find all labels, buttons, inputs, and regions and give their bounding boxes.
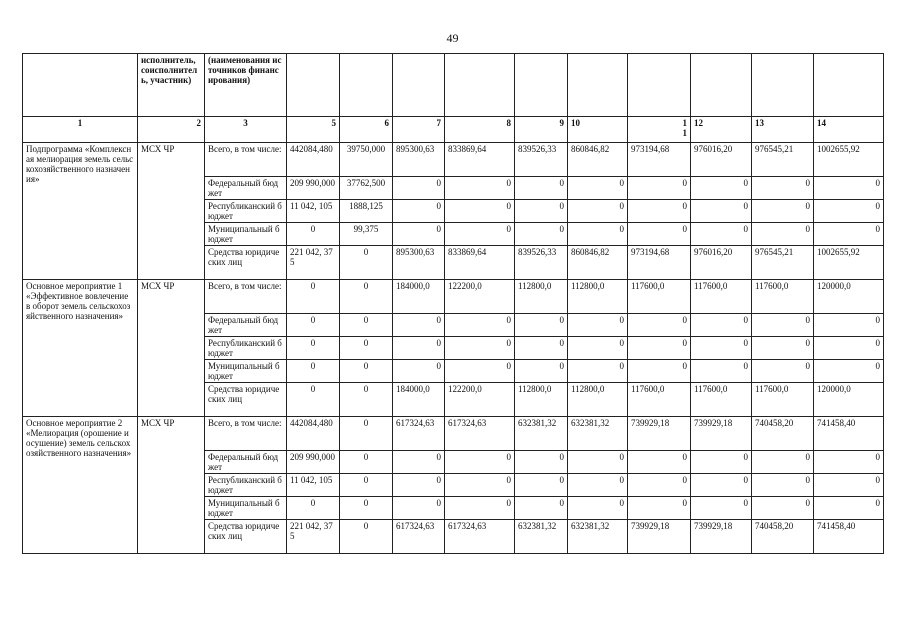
value-cell: 0 (628, 200, 691, 223)
value-cell: 0 (515, 451, 568, 474)
value-cell: 0 (691, 223, 752, 246)
value-cell: 0 (628, 337, 691, 360)
value-cell: 0 (568, 223, 628, 246)
executor: МСХ ЧР (138, 143, 205, 280)
value-cell: 0 (287, 314, 340, 337)
value-cell: 122200,0 (445, 280, 515, 314)
value-cell: 860846,82 (568, 143, 628, 177)
value-cell: 839526,33 (515, 143, 568, 177)
value-cell: 0 (568, 474, 628, 497)
value-cell: 0 (691, 497, 752, 520)
value-cell: 0 (340, 497, 393, 520)
page-number: 49 (446, 31, 459, 45)
header-cell (445, 54, 515, 117)
value-cell: 0 (445, 451, 515, 474)
value-cell: 0 (691, 360, 752, 383)
value-cell: 0 (340, 280, 393, 314)
value-cell: 0 (568, 177, 628, 200)
column-number-row (23, 117, 884, 143)
value-cell: 0 (287, 280, 340, 314)
value-cell: 221 042, 375 (287, 520, 340, 554)
value-cell: 209 990,000 (287, 177, 340, 200)
header-cell (393, 54, 445, 117)
funding-source: Федеральный бюджет (205, 314, 287, 337)
program-name: Подпрограмма «Комплексная мелиорация земель сельскохозяйственного назначения» (23, 143, 138, 280)
value-cell: 632381,32 (568, 417, 628, 451)
column-number: 7 (393, 117, 445, 143)
value-cell: 0 (515, 360, 568, 383)
value-cell: 0 (340, 314, 393, 337)
value-cell: 0 (814, 497, 884, 520)
column-number: 13 (752, 117, 814, 143)
value-cell: 0 (515, 223, 568, 246)
value-cell: 0 (515, 337, 568, 360)
value-cell: 0 (445, 337, 515, 360)
value-cell: 0 (752, 497, 814, 520)
column-number: 1 1 (628, 117, 691, 143)
value-cell: 860846,82 (568, 246, 628, 280)
value-cell: 0 (814, 314, 884, 337)
value-cell: 739929,18 (628, 520, 691, 554)
value-cell: 0 (691, 200, 752, 223)
value-cell: 117600,0 (628, 280, 691, 314)
funding-source: Всего, в том числе: (205, 280, 287, 314)
value-cell: 0 (340, 360, 393, 383)
value-cell: 0 (393, 314, 445, 337)
value-cell: 0 (628, 177, 691, 200)
funding-source: Средства юридических лиц (205, 520, 287, 554)
value-cell: 0 (568, 337, 628, 360)
funding-source: Всего, в том числе: (205, 143, 287, 177)
value-cell: 0 (752, 314, 814, 337)
value-cell: 0 (445, 177, 515, 200)
value-cell: 0 (752, 223, 814, 246)
funding-source: Муниципальный бюджет (205, 360, 287, 383)
value-cell: 895300,63 (393, 143, 445, 177)
value-cell: 0 (287, 383, 340, 417)
funding-source: Республиканский бюджет (205, 200, 287, 223)
column-number: 5 (287, 117, 340, 143)
table-row (23, 143, 884, 177)
value-cell: 0 (691, 177, 752, 200)
header-cell (628, 54, 691, 117)
value-cell: 117600,0 (752, 383, 814, 417)
value-cell: 632381,32 (515, 417, 568, 451)
value-cell: 0 (340, 520, 393, 554)
column-number: 14 (814, 117, 884, 143)
value-cell: 0 (393, 337, 445, 360)
program-name: Основное мероприятие 2 «Мелиорация (орошение и осушение) земель сельскохозяйственного назначения» (23, 417, 138, 554)
column-number: 1 (23, 117, 138, 143)
funding-source: Муниципальный бюджет (205, 497, 287, 520)
value-cell: 117600,0 (752, 280, 814, 314)
value-cell: 184000,0 (393, 280, 445, 314)
value-cell: 0 (691, 314, 752, 337)
value-cell: 11 042, 105 (287, 200, 340, 223)
program-name: Основное мероприятие 1 «Эффективное вовлечение в оборот земель сельскохозяйственного назначения» (23, 280, 138, 417)
value-cell: 0 (628, 314, 691, 337)
value-cell: 1002655,92 (814, 143, 884, 177)
financing-table (22, 53, 884, 554)
header-cell (752, 54, 814, 117)
value-cell: 0 (814, 360, 884, 383)
funding-source: Всего, в том числе: (205, 417, 287, 451)
value-cell: 0 (287, 497, 340, 520)
value-cell: 973194,68 (628, 246, 691, 280)
value-cell: 976016,20 (691, 143, 752, 177)
value-cell: 0 (628, 474, 691, 497)
value-cell: 112800,0 (515, 383, 568, 417)
value-cell: 0 (393, 451, 445, 474)
value-cell: 0 (814, 451, 884, 474)
value-cell: 0 (393, 497, 445, 520)
funding-source: Федеральный бюджет (205, 177, 287, 200)
value-cell: 833869,64 (445, 143, 515, 177)
header-executor: исполнитель, соисполнитель, участник) (138, 54, 205, 117)
value-cell: 617324,63 (393, 520, 445, 554)
value-cell: 0 (445, 360, 515, 383)
funding-source: Средства юридических лиц (205, 383, 287, 417)
value-cell: 0 (393, 223, 445, 246)
value-cell: 740458,20 (752, 417, 814, 451)
value-cell: 0 (445, 474, 515, 497)
value-cell: 0 (814, 337, 884, 360)
table-row (23, 417, 884, 451)
value-cell: 0 (752, 474, 814, 497)
header-source: (наименования источников финансирования) (205, 54, 287, 117)
value-cell: 0 (515, 314, 568, 337)
value-cell: 976545,21 (752, 246, 814, 280)
value-cell: 0 (568, 314, 628, 337)
value-cell: 112800,0 (568, 383, 628, 417)
value-cell: 0 (393, 474, 445, 497)
column-number: 3 (205, 117, 287, 143)
table-row (23, 280, 884, 314)
column-number: 8 (445, 117, 515, 143)
executor: МСХ ЧР (138, 417, 205, 554)
column-number: 10 (568, 117, 628, 143)
value-cell: 0 (393, 360, 445, 383)
value-cell: 0 (628, 451, 691, 474)
header-cell (515, 54, 568, 117)
value-cell: 11 042, 105 (287, 474, 340, 497)
value-cell: 39750,000 (340, 143, 393, 177)
header-row (23, 54, 884, 117)
value-cell: 0 (340, 383, 393, 417)
value-cell: 0 (814, 177, 884, 200)
value-cell: 0 (691, 474, 752, 497)
value-cell: 99,375 (340, 223, 393, 246)
value-cell: 0 (445, 314, 515, 337)
value-cell: 0 (568, 360, 628, 383)
value-cell: 741458,40 (814, 417, 884, 451)
value-cell: 0 (752, 200, 814, 223)
header-cell (287, 54, 340, 117)
header-cell (691, 54, 752, 117)
value-cell: 221 042, 375 (287, 246, 340, 280)
value-cell: 0 (568, 200, 628, 223)
header-cell (568, 54, 628, 117)
value-cell: 0 (814, 223, 884, 246)
value-cell: 0 (814, 474, 884, 497)
value-cell: 0 (393, 200, 445, 223)
value-cell: 632381,32 (568, 520, 628, 554)
value-cell: 120000,0 (814, 280, 884, 314)
column-number: 2 (138, 117, 205, 143)
value-cell: 0 (752, 337, 814, 360)
value-cell: 0 (628, 360, 691, 383)
value-cell: 0 (287, 360, 340, 383)
value-cell: 0 (515, 200, 568, 223)
value-cell: 0 (287, 337, 340, 360)
header-cell (814, 54, 884, 117)
value-cell: 0 (691, 337, 752, 360)
funding-source: Муниципальный бюджет (205, 223, 287, 246)
header-cell (23, 54, 138, 117)
header-cell (340, 54, 393, 117)
value-cell: 0 (340, 246, 393, 280)
value-cell: 112800,0 (568, 280, 628, 314)
value-cell: 0 (340, 337, 393, 360)
value-cell: 833869,64 (445, 246, 515, 280)
value-cell: 0 (568, 451, 628, 474)
value-cell: 976545,21 (752, 143, 814, 177)
value-cell: 0 (340, 451, 393, 474)
value-cell: 0 (752, 177, 814, 200)
value-cell: 0 (628, 223, 691, 246)
value-cell: 739929,18 (691, 520, 752, 554)
executor: МСХ ЧР (138, 280, 205, 417)
value-cell: 0 (752, 360, 814, 383)
value-cell: 740458,20 (752, 520, 814, 554)
value-cell: 122200,0 (445, 383, 515, 417)
value-cell: 0 (515, 474, 568, 497)
column-number: 12 (691, 117, 752, 143)
value-cell: 117600,0 (628, 383, 691, 417)
value-cell: 0 (628, 497, 691, 520)
value-cell: 895300,63 (393, 246, 445, 280)
value-cell: 632381,32 (515, 520, 568, 554)
value-cell: 0 (445, 497, 515, 520)
value-cell: 1888,125 (340, 200, 393, 223)
column-number: 6 (340, 117, 393, 143)
value-cell: 0 (515, 177, 568, 200)
value-cell: 0 (393, 177, 445, 200)
value-cell: 976016,20 (691, 246, 752, 280)
value-cell: 617324,63 (393, 417, 445, 451)
value-cell: 112800,0 (515, 280, 568, 314)
value-cell: 184000,0 (393, 383, 445, 417)
value-cell: 0 (340, 474, 393, 497)
value-cell: 0 (287, 223, 340, 246)
value-cell: 0 (340, 417, 393, 451)
column-number: 9 (515, 117, 568, 143)
value-cell: 442084,480 (287, 143, 340, 177)
value-cell: 442084,480 (287, 417, 340, 451)
funding-source: Федеральный бюджет (205, 451, 287, 474)
value-cell: 209 990,000 (287, 451, 340, 474)
value-cell: 617324,63 (445, 520, 515, 554)
value-cell: 0 (752, 451, 814, 474)
value-cell: 0 (515, 497, 568, 520)
value-cell: 739929,18 (691, 417, 752, 451)
value-cell: 0 (691, 451, 752, 474)
value-cell: 1002655,92 (814, 246, 884, 280)
funding-source: Средства юридических лиц (205, 246, 287, 280)
value-cell: 739929,18 (628, 417, 691, 451)
value-cell: 0 (568, 497, 628, 520)
value-cell: 0 (445, 223, 515, 246)
funding-source: Республиканский бюджет (205, 337, 287, 360)
value-cell: 120000,0 (814, 383, 884, 417)
value-cell: 0 (814, 200, 884, 223)
value-cell: 617324,63 (445, 417, 515, 451)
value-cell: 37762,500 (340, 177, 393, 200)
value-cell: 839526,33 (515, 246, 568, 280)
value-cell: 973194,68 (628, 143, 691, 177)
value-cell: 741458,40 (814, 520, 884, 554)
value-cell: 0 (445, 200, 515, 223)
funding-source: Республиканский бюджет (205, 474, 287, 497)
value-cell: 117600,0 (691, 280, 752, 314)
value-cell: 117600,0 (691, 383, 752, 417)
